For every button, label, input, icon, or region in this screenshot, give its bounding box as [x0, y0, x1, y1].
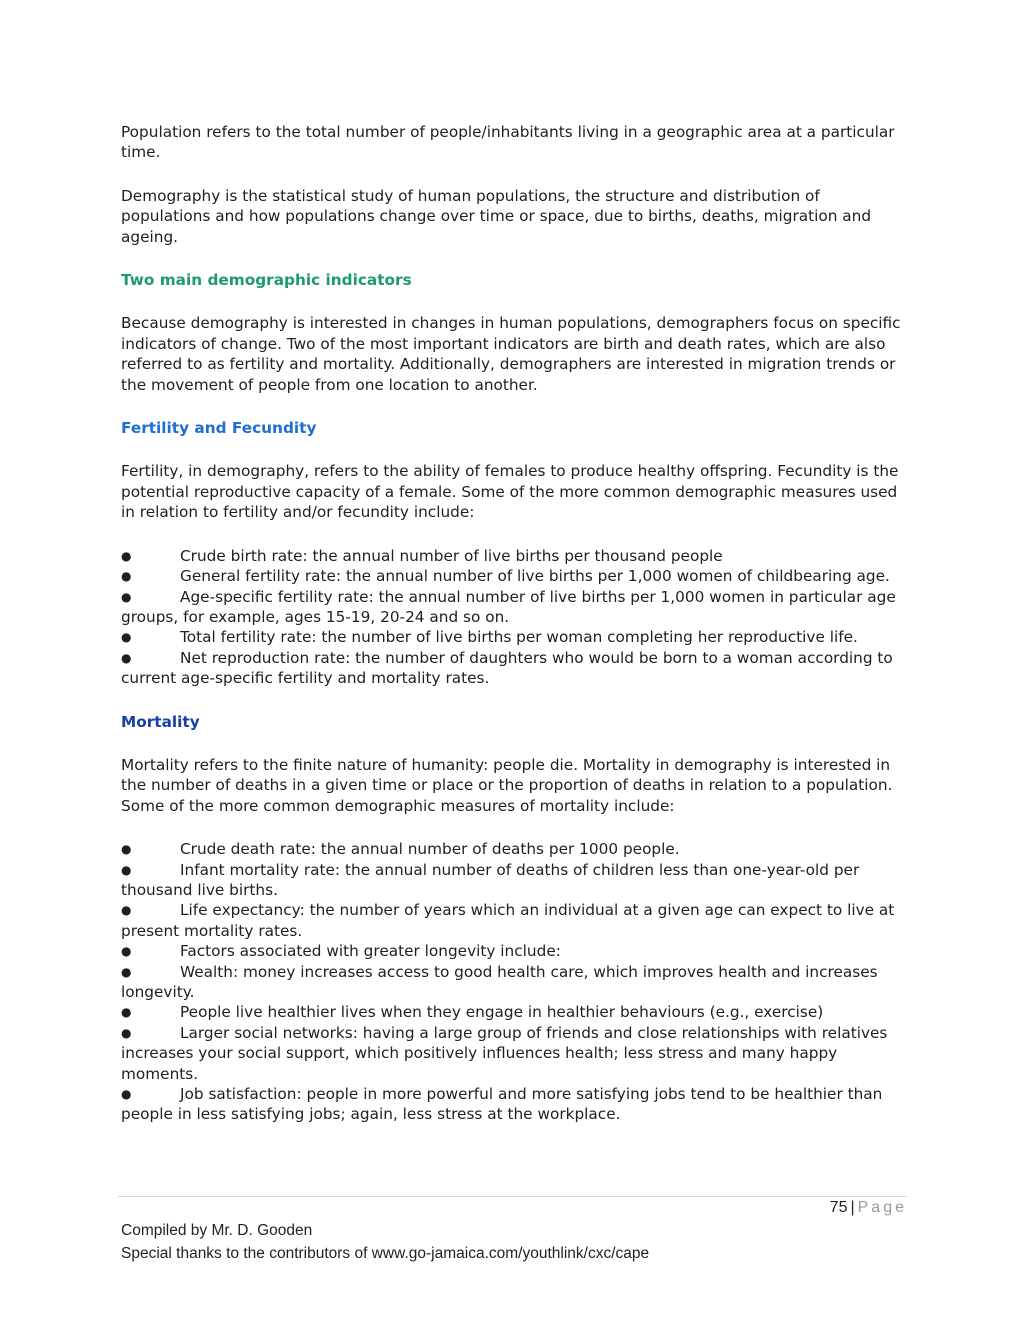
list-item: ● Net reproduction rate: the number of daughters who would be born to a woman according to current age-specific fertility and mortality rates. [121, 648, 893, 688]
bullet-icon: ● [121, 569, 132, 584]
footer-divider [118, 1196, 907, 1197]
indicators-paragraph: Because demography is interested in changes in human populations, demographers focus on specific indicators of change. Two of the most important indicators are birth and death rates, which are also referred to as fertility and mortality. Additionally, demographers are interested in migration trends or the movement of people from one location to another. [121, 314, 901, 394]
list-item: ● Factors associated with greater longevity include: [121, 942, 561, 961]
bullet-icon: ● [121, 944, 132, 959]
mortality-heading: Mortality [121, 712, 200, 731]
fertility-heading: Fertility and Fecundity [121, 419, 317, 438]
list-item: ● Total fertility rate: the number of live births per woman completing her reproductive life. [121, 628, 858, 647]
bullet-icon: ● [121, 650, 132, 665]
list-item: ● Wealth: money increases access to good health care, which improves health and increases longevity. [121, 962, 878, 1001]
bullet-icon: ● [121, 862, 132, 877]
page-number-label [830, 1199, 907, 1217]
thanks-text: Special thanks to the contributors of www.go-jamaica.com/youthlink/cxc/cape [121, 1245, 650, 1262]
mortality-list [121, 839, 911, 1125]
fertility-list [121, 546, 911, 689]
list-item: ● People live healthier lives when they engage in healthier behaviours (e.g., exercise) [121, 1003, 824, 1022]
list-item: ● Job satisfaction: people in more powerful and more satisfying jobs tend to be healthier than people in less satisfying jobs; again, less stress at the workplace. [121, 1085, 883, 1124]
bullet-icon: ● [121, 1005, 132, 1020]
list-item: ● Crude birth rate: the annual number of live births per thousand people [121, 546, 723, 565]
bullet-icon: ● [121, 548, 132, 563]
bullet-icon: ● [121, 630, 132, 645]
list-item: ● Crude death rate: the annual number of deaths per 1000 people. [121, 840, 680, 859]
list-item: ● Age-specific fertility rate: the annual number of live births per 1,000 women in particular age groups, for example, ages 15-19, 20-24 and so on. [121, 587, 896, 626]
indicators-heading: Two main demographic indicators [121, 271, 412, 290]
list-item: ● Life expectancy: the number of years which an individual at a given age can expect to live at present mortality rates. [121, 901, 895, 940]
bullet-icon: ● [121, 842, 132, 857]
demography-paragraph: Demography is the statistical study of human populations, the structure and distribution of populations and how populations change over time or space, due to births, deaths, migration and ageing. [121, 186, 872, 246]
list-item: ● Larger social networks: having a large group of friends and close relationships with relatives increases your social support, which positively influences health; less stress and many happy moments. [121, 1023, 888, 1083]
page-word: Page [857, 1199, 907, 1216]
page-number: 75 [829, 1199, 848, 1216]
compiled-by-text: Compiled by Mr. D. Gooden [121, 1222, 313, 1239]
population-paragraph: Population refers to the total number of people/inhabitants living in a geographic area at a particular time. [121, 123, 895, 162]
bullet-icon: ● [121, 903, 132, 918]
page-separator: | [850, 1199, 855, 1216]
page-content [121, 122, 911, 1125]
fertility-paragraph: Fertility, in demography, refers to the ability of females to produce healthy offspring. Fecundity is the potential reproductive capacity of a female. Some of the more common demographic measures used in relation to fertility and/or fecundity include: [121, 462, 899, 522]
bullet-icon: ● [121, 589, 132, 604]
bullet-icon: ● [121, 1025, 132, 1040]
list-item: ● General fertility rate: the annual number of live births per 1,000 women of childbearing age. [121, 567, 890, 586]
list-item: ● Infant mortality rate: the annual number of deaths of children less than one-year-old per thousand live births. [121, 860, 860, 899]
mortality-paragraph: Mortality refers to the finite nature of humanity: people die. Mortality in demography is interested in the number of deaths in a given time or place or the proportion of deaths in relation to a population. Some of the more common demographic measures of mortality include: [121, 755, 893, 815]
bullet-icon: ● [121, 1087, 132, 1102]
bullet-icon: ● [121, 964, 132, 979]
